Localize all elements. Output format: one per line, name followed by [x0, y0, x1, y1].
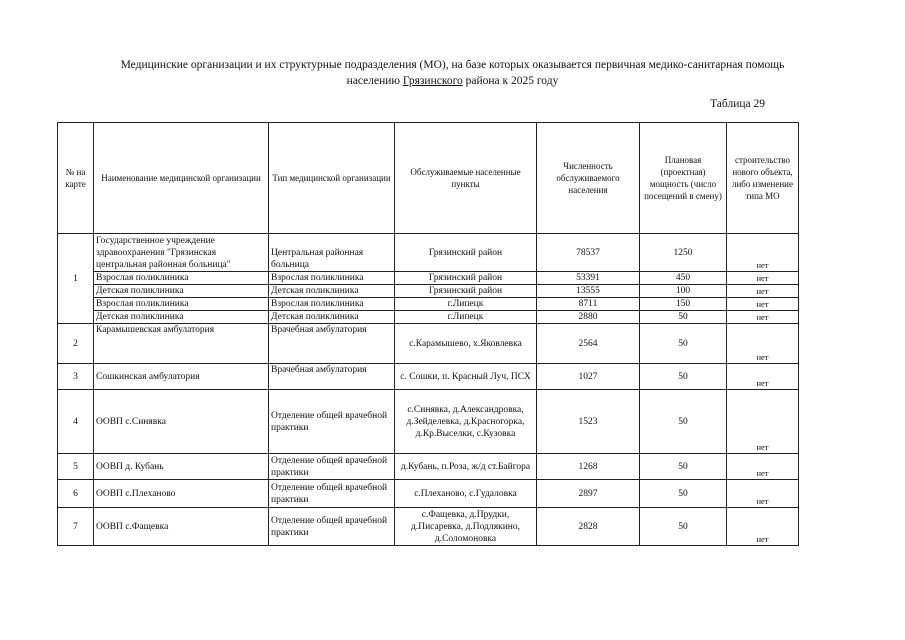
cell-capacity: 50	[640, 311, 727, 324]
table-row	[58, 272, 799, 285]
cell-type: Детская поликлиника	[269, 285, 395, 298]
cell-settlements: Грязинский район	[395, 234, 537, 272]
cell-settlements: с.Карамышево, х.Яковлевка	[395, 324, 537, 364]
cell-type: Отделение общей врачебной практики	[269, 390, 395, 454]
cell-type: Центральная районная больница	[269, 234, 395, 272]
header-construction: строительство нового объекта, либо изменение типа МО	[727, 123, 799, 234]
table-row	[58, 324, 799, 364]
header-num: № на карте	[58, 123, 94, 234]
cell-settlements: Грязинский район	[395, 272, 537, 285]
table-row	[58, 390, 799, 454]
table-row	[58, 298, 799, 311]
cell-settlements: с.Плеханово, с.Гудаловка	[395, 480, 537, 508]
cell-num: 4	[58, 390, 94, 454]
cell-capacity: 50	[640, 454, 727, 480]
cell-construction: нет	[727, 272, 799, 285]
title-line-2	[30, 73, 875, 89]
cell-type: Отделение общей врачебной практики	[269, 454, 395, 480]
title-line-2-suffix: района к 2025 году	[462, 75, 559, 87]
cell-settlements: Грязинский район	[395, 285, 537, 298]
cell-type: Взрослая поликлиника	[269, 272, 395, 285]
cell-name: Взрослая поликлиника	[94, 298, 269, 311]
cell-type: Взрослая поликлиника	[269, 298, 395, 311]
medical-organizations-table	[57, 122, 799, 546]
cell-population: 53391	[537, 272, 640, 285]
cell-construction: нет	[727, 234, 799, 272]
cell-num: 7	[58, 508, 94, 546]
cell-name: ООВП с.Синявка	[94, 390, 269, 454]
cell-name: ООВП д. Кубань	[94, 454, 269, 480]
table-row	[58, 311, 799, 324]
table-row	[58, 480, 799, 508]
cell-num: 6	[58, 480, 94, 508]
cell-num: 2	[58, 324, 94, 364]
document-title	[30, 57, 875, 89]
cell-num: 1	[58, 234, 94, 324]
cell-type: Врачебная амбулатория	[269, 324, 395, 364]
cell-name: Государственное учреждение здравоохранения "Грязинская центральная районная больница"	[94, 234, 269, 272]
header-capacity: Плановая (проектная) мощность (число посещений в смену)	[640, 123, 727, 234]
cell-name: Детская поликлиника	[94, 311, 269, 324]
cell-capacity: 50	[640, 480, 727, 508]
cell-population: 2564	[537, 324, 640, 364]
header-name: Наименование медицинской организации	[94, 123, 269, 234]
cell-population: 13555	[537, 285, 640, 298]
cell-capacity: 450	[640, 272, 727, 285]
cell-construction: нет	[727, 285, 799, 298]
cell-construction: нет	[727, 364, 799, 390]
cell-capacity: 50	[640, 324, 727, 364]
cell-num: 3	[58, 364, 94, 390]
cell-capacity: 50	[640, 508, 727, 546]
cell-construction: нет	[727, 298, 799, 311]
cell-settlements: с.Синявка, д.Александровка, д.Зейделевка, д.Красногорка, д.Кр.Выселки, с.Кузовка	[395, 390, 537, 454]
cell-population: 2828	[537, 508, 640, 546]
cell-type: Отделение общей врачебной практики	[269, 508, 395, 546]
cell-type: Отделение общей врачебной практики	[269, 480, 395, 508]
cell-settlements: д.Кубань, п.Роза, ж/д ст.Байгора	[395, 454, 537, 480]
cell-population: 2897	[537, 480, 640, 508]
cell-construction: нет	[727, 311, 799, 324]
header-population: Численность обслуживаемого населения	[537, 123, 640, 234]
cell-capacity: 50	[640, 390, 727, 454]
cell-name: Детская поликлиника	[94, 285, 269, 298]
header-row	[58, 123, 799, 234]
cell-construction: нет	[727, 480, 799, 508]
table-number-label: Таблица 29	[710, 98, 765, 110]
cell-name: Взрослая поликлиника	[94, 272, 269, 285]
cell-name: Сошкинская амбулатория	[94, 364, 269, 390]
cell-population: 1268	[537, 454, 640, 480]
cell-capacity: 1250	[640, 234, 727, 272]
table-row	[58, 364, 799, 390]
cell-population: 8711	[537, 298, 640, 311]
table-row	[58, 234, 799, 272]
cell-construction: нет	[727, 324, 799, 364]
cell-construction: нет	[727, 454, 799, 480]
cell-num: 5	[58, 454, 94, 480]
cell-population: 78537	[537, 234, 640, 272]
table-row	[58, 454, 799, 480]
cell-name: ООВП с.Фащевка	[94, 508, 269, 546]
cell-construction: нет	[727, 508, 799, 546]
header-type: Тип медицинской организации	[269, 123, 395, 234]
cell-settlements: г.Липецк	[395, 298, 537, 311]
table-row	[58, 508, 799, 546]
title-line-1: Медицинские организации и их структурные подразделения (МО), на базе которых оказывается первичная медико-санитарная помощь	[120, 59, 785, 71]
table-row	[58, 285, 799, 298]
cell-population: 2880	[537, 311, 640, 324]
cell-settlements: г.Липецк	[395, 311, 537, 324]
cell-construction: нет	[727, 390, 799, 454]
cell-settlements: с.Фащевка, д.Прудки, д.Писаревка, д.Подлякино, д.Соломоновка	[395, 508, 537, 546]
cell-type: Врачебная амбулатория	[269, 364, 395, 390]
cell-name: Карамышевская амбулатория	[94, 324, 269, 364]
cell-capacity: 100	[640, 285, 727, 298]
title-line-2-prefix: населению	[346, 75, 403, 87]
title-underlined-district: Грязинского	[402, 75, 463, 87]
cell-name: ООВП с.Плеханово	[94, 480, 269, 508]
cell-settlements: с. Сошки, п. Красный Луч, ПСХ	[395, 364, 537, 390]
cell-population: 1523	[537, 390, 640, 454]
header-settlements: Обслуживаемые населенные пункты	[395, 123, 537, 234]
cell-capacity: 150	[640, 298, 727, 311]
cell-population: 1027	[537, 364, 640, 390]
cell-capacity: 50	[640, 364, 727, 390]
cell-type: Детская поликлиника	[269, 311, 395, 324]
